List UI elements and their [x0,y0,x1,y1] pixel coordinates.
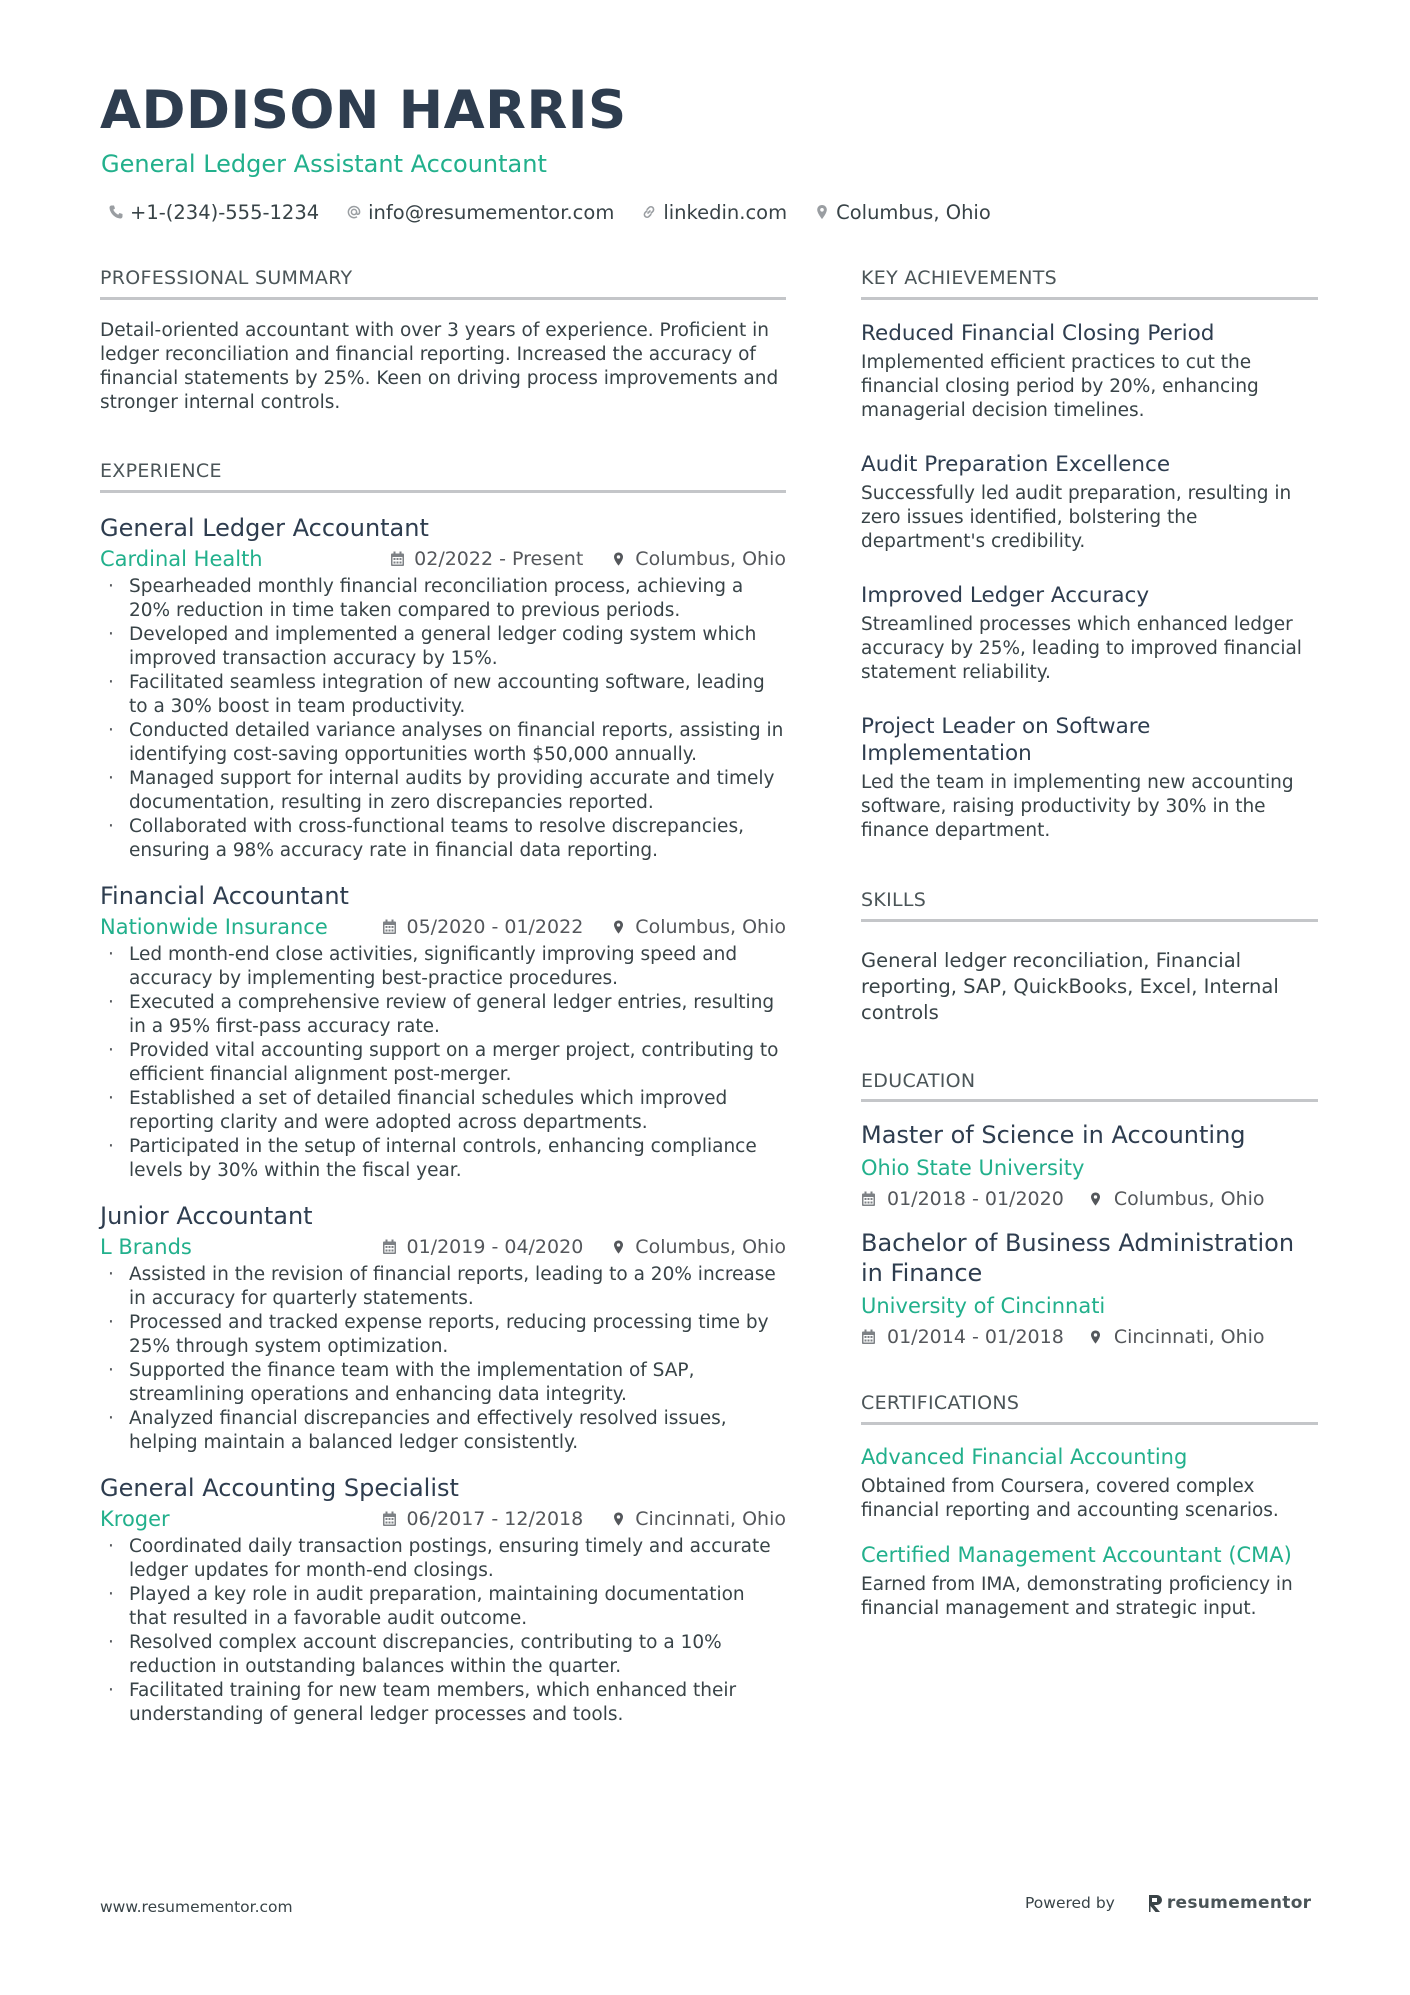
education-degree: Master of Science in Accounting [861,1121,1246,1150]
job-bullet: · Established a set of detailed financial schedules which improved reporting clarity and were adopted across departments. [100,1087,786,1135]
calendar-icon [390,551,405,567]
job-meta [100,911,786,943]
job-bullets [100,943,786,1183]
footer-powered-by [1025,1893,1311,1913]
certification-title: Advanced Financial Accounting [861,1445,1188,1470]
job-bullets [100,1535,786,1727]
achievement-desc: Successfully led audit preparation, resulting in zero issues identified, bolstering the department's credibility. [861,482,1292,552]
job-bullet: · Played a key role in audit preparation, maintaining documentation that resulted in a favorable audit outcome. [100,1583,786,1631]
job-bullet: · Facilitated training for new team members, which enhanced their understanding of general ledger processes and tools. [100,1679,786,1727]
achievement-title: Project Leader on Software Implementation [861,713,1151,766]
job-date-location [382,1508,786,1530]
summary-section [100,267,786,415]
job-bullet: · Developed and implemented a general ledger coding system which improved transaction accuracy by 15%. [100,623,786,671]
education-school: Ohio State University [861,1156,1085,1181]
job-location: Cincinnati, Ohio [635,1507,786,1530]
calendar-icon [861,1329,876,1345]
education-item [861,1228,1318,1348]
calendar-icon [382,1239,397,1255]
achievements-section [861,267,1318,843]
job-date-location [382,916,786,938]
achievement-title: Audit Preparation Excellence [861,451,1171,477]
achievements-heading: KEY ACHIEVEMENTS [861,267,1318,300]
certification-title: Certified Management Accountant (CMA) [861,1543,1292,1568]
job-bullet: · Analyzed financial discrepancies and effectively resolved issues, helping maintain a balanced ledger consistently. [100,1407,786,1455]
job-location: Columbus, Ohio [635,915,786,938]
education-section [861,1070,1318,1349]
education-date-location [861,1326,1318,1348]
certifications-heading: CERTIFICATIONS [861,1392,1318,1425]
job-dates: 05/2020 - 01/2022 [406,915,584,938]
job-bullet: · Assisted in the revision of financial reports, leading to a 20% increase in accuracy for quarterly statements. [100,1263,786,1311]
job-bullet: · Participated in the setup of internal controls, enhancing compliance levels by 30% within the fiscal year. [100,1135,786,1183]
contact-linkedin [641,201,787,224]
resumementor-logo-icon [1147,1894,1163,1913]
experience-heading: EXPERIENCE [100,460,786,493]
skills-section [861,889,1318,1026]
achievement-item [861,582,1318,685]
contact-phone [108,201,319,224]
job-entry [100,1473,786,1727]
achievement-item [861,320,1318,423]
job-title: General Accounting Specialist [100,1473,459,1502]
powered-by-label: Powered by [1025,1894,1115,1912]
job-dates: 06/2017 - 12/2018 [406,1507,584,1530]
contact-linkedin-text: linkedin.com [663,200,788,224]
certification-item [861,1443,1318,1523]
job-bullet: · Executed a comprehensive review of general ledger entries, resulting in a 95% first-pass accuracy rate. [100,991,786,1039]
right-column [861,267,1318,1621]
contact-location-text: Columbus, Ohio [836,200,991,224]
job-title: General Ledger Accountant [100,513,429,542]
skills-heading: SKILLS [861,889,1318,922]
contact-location [814,201,991,224]
summary-text: Detail-oriented accountant with over 3 years of experience. Proficient in ledger reconciliation and financial reporting. Increased the accuracy of financial statements by 25%. Keen on driving process improvements and stronger internal controls. [100,319,779,413]
job-title: Junior Accountant [100,1201,313,1230]
education-date-location [861,1188,1318,1210]
achievement-desc: Streamlined processes which enhanced ledger accuracy by 25%, leading to improved financial statement reliability. [861,613,1302,683]
job-entry [100,1201,786,1455]
job-bullet: · Conducted detailed variance analyses on financial reports, assisting in identifying cost-saving opportunities worth $50,000 annually. [100,719,786,767]
candidate-name: ADDISON HARRIS [100,80,627,141]
experience-section [100,460,786,1727]
calendar-icon [382,1511,397,1527]
skills-text: General ledger reconciliation, Financial reporting, SAP, QuickBooks, Excel, Internal controls [861,948,1279,1024]
education-location: Columbus, Ohio [1113,1188,1265,1211]
job-bullet: · Collaborated with cross-functional teams to resolve discrepancies, ensuring a 98% accuracy rate in financial data reporting. [100,815,786,863]
education-degree: Bachelor of Business Administration in Finance [861,1229,1295,1288]
achievement-desc: Led the team in implementing new accounting software, raising productivity by 30% in the finance department. [861,771,1294,841]
education-dates: 01/2018 - 01/2020 [887,1188,1064,1211]
contact-phone-text: +1-(234)-555-1234 [130,200,320,224]
job-meta [100,543,786,575]
calendar-icon [382,919,397,935]
education-item [861,1120,1318,1210]
achievement-item [861,713,1318,843]
candidate-title: General Ledger Assistant Accountant [101,150,547,178]
job-bullet: · Coordinated daily transaction postings, ensuring timely and accurate ledger updates for month-end closings. [100,1535,786,1583]
achievement-item [861,451,1318,554]
job-bullet: · Led month-end close activities, significantly improving speed and accuracy by implementing best-practice procedures. [100,943,786,991]
contact-email [346,201,614,224]
achievement-title: Reduced Financial Closing Period [861,320,1215,346]
certification-desc: Obtained from Coursera, covered complex financial reporting and accounting scenarios. [861,1476,1279,1522]
job-company: Cardinal Health [100,546,263,571]
job-meta [100,1503,786,1535]
job-company: Nationwide Insurance [100,914,328,939]
job-bullet: · Resolved complex account discrepancies, contributing to a 10% reduction in outstanding balances within the quarter. [100,1631,786,1679]
location-pin-icon [611,1239,626,1255]
education-heading: EDUCATION [861,1070,1318,1103]
job-entry [100,513,786,863]
job-bullet: · Processed and tracked expense reports, reducing processing time by 25% through system optimization. [100,1311,786,1359]
phone-icon [108,204,124,220]
job-meta [100,1231,786,1263]
summary-heading: PROFESSIONAL SUMMARY [100,267,786,300]
at-icon [346,204,362,220]
job-bullet: · Managed support for internal audits by providing accurate and timely documentation, resulting in zero discrepancies reported. [100,767,786,815]
job-bullet: · Provided vital accounting support on a merger project, contributing to efficient financial alignment post-merger. [100,1039,786,1087]
job-company: Kroger [100,1506,170,1531]
job-entry [100,881,786,1183]
job-company: L Brands [100,1234,192,1259]
job-bullet: · Facilitated seamless integration of new accounting software, leading to a 30% boost in team productivity. [100,671,786,719]
footer-url[interactable]: www.resumementor.com [100,1898,293,1916]
location-pin-icon [611,919,626,935]
job-bullets [100,575,786,863]
certifications-section [861,1392,1318,1621]
link-icon [641,204,657,220]
job-title: Financial Accountant [100,881,349,910]
left-column [100,267,786,1727]
location-pin-icon [611,551,626,567]
job-location: Columbus, Ohio [635,547,786,570]
job-bullets [100,1263,786,1455]
education-dates: 01/2014 - 01/2018 [887,1326,1064,1349]
location-pin-icon [814,204,830,220]
calendar-icon [861,1191,876,1207]
achievement-title: Improved Ledger Accuracy [861,582,1150,608]
job-bullet: · Supported the finance team with the implementation of SAP, streamlining operations and enhancing data integrity. [100,1359,786,1407]
brand-logo[interactable] [1147,1893,1312,1913]
job-dates: 01/2019 - 04/2020 [406,1235,584,1258]
brand-name: resumementor [1166,1893,1312,1913]
contact-email-text: info@resumementor.com [368,200,615,224]
job-dates: 02/2022 - Present [414,547,584,570]
certification-item [861,1541,1318,1621]
education-school: University of Cincinnati [861,1294,1106,1319]
location-pin-icon [611,1511,626,1527]
achievement-desc: Implemented efficient practices to cut the financial closing period by 20%, enhancing managerial decision timelines. [861,351,1259,421]
education-location: Cincinnati, Ohio [1113,1326,1265,1349]
job-date-location [382,1236,786,1258]
certification-desc: Earned from IMA, demonstrating proficiency in financial management and strategic input. [861,1574,1293,1620]
job-location: Columbus, Ohio [635,1235,786,1258]
contact-bar [108,199,1018,225]
job-date-location [390,548,786,570]
location-pin-icon [1088,1191,1103,1207]
location-pin-icon [1088,1329,1103,1345]
job-bullet: · Spearheaded monthly financial reconciliation process, achieving a 20% reduction in time taken compared to previous periods. [100,575,786,623]
